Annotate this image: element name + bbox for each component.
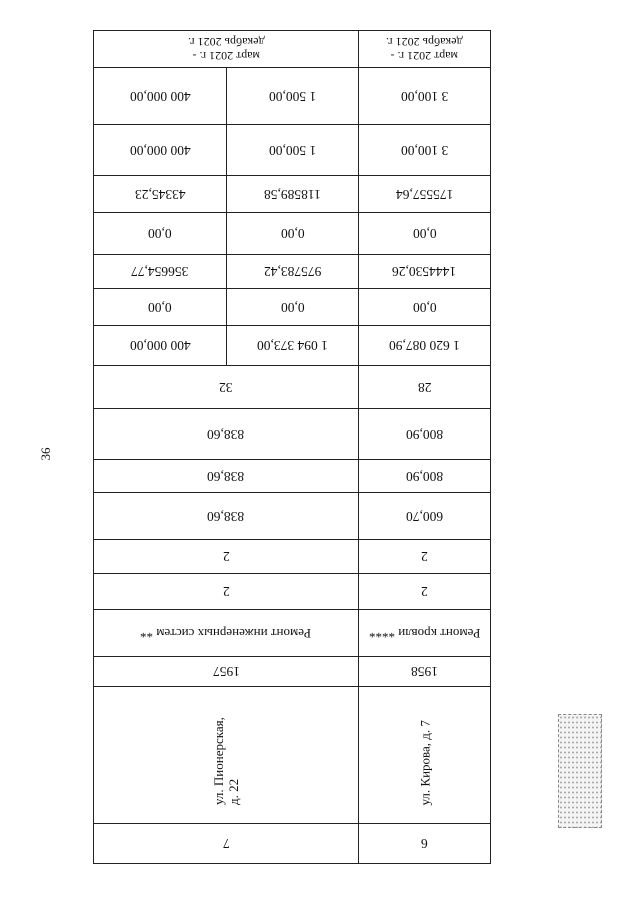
period-label: март 2021 г. - декабрь 2021 г. xyxy=(386,35,463,63)
table-row xyxy=(94,493,491,540)
address-cell: ул. Кирова, д. 7 xyxy=(417,719,432,805)
year-cell: 1957 xyxy=(212,664,240,679)
work-type-cell: Ремонт кровли **** xyxy=(368,625,481,641)
residents-cell: 28 xyxy=(417,379,432,395)
count-cell: 2 xyxy=(222,549,230,564)
address-cell: ул. Пионерская, д. 22 xyxy=(211,717,241,805)
amount-cell: 0,00 xyxy=(412,226,437,241)
amount-cell: 1 620 087,90 xyxy=(389,338,460,353)
table-row xyxy=(94,31,491,68)
amount-cell: 3 100,00 xyxy=(400,88,449,104)
year-cell: 1958 xyxy=(411,664,438,679)
table-row xyxy=(94,460,491,493)
table-row xyxy=(94,255,491,289)
table-row xyxy=(94,176,491,213)
table-row xyxy=(94,610,491,657)
capital-repair-table xyxy=(93,30,491,864)
amount-cell: 0,00 xyxy=(280,299,305,315)
table-row xyxy=(94,366,491,409)
amount-cell: 43345,23 xyxy=(134,186,186,202)
amount-cell: 400 000,00 xyxy=(129,88,191,104)
count-cell: 2 xyxy=(421,549,428,564)
archive-stamp xyxy=(558,714,602,828)
amount-cell: 356654,77 xyxy=(131,264,189,279)
area-cell: 838,60 xyxy=(207,426,245,442)
table-row xyxy=(94,213,491,255)
period-label: март 2021 г. - декабрь 2021 г. xyxy=(187,35,265,63)
amount-cell: 0,00 xyxy=(148,226,172,241)
table-row xyxy=(94,540,491,574)
table-row xyxy=(94,574,491,610)
row-number-cell: 7 xyxy=(222,836,230,851)
table-row xyxy=(94,68,491,125)
table-row xyxy=(94,687,491,824)
amount-cell: 1 500,00 xyxy=(268,88,317,104)
area-cell: 838,60 xyxy=(207,468,245,484)
amount-cell: 975783,42 xyxy=(263,264,322,279)
work-type-cell: Ремонт инженерных систем ** xyxy=(140,625,312,641)
residents-cell: 32 xyxy=(219,379,233,395)
table-row xyxy=(94,409,491,460)
amount-cell: 1444530,26 xyxy=(392,264,457,279)
amount-cell: 175557,64 xyxy=(395,186,454,202)
amount-cell: 400 000,00 xyxy=(129,338,191,353)
row-number-cell: 6 xyxy=(421,836,428,851)
area-cell: 800,90 xyxy=(405,468,444,484)
table-row xyxy=(94,125,491,176)
amount-cell: 0,00 xyxy=(280,226,305,241)
table-row xyxy=(94,824,491,864)
amount-cell: 3 100,00 xyxy=(400,142,449,158)
count-cell: 2 xyxy=(421,584,428,599)
count-cell: 2 xyxy=(222,584,230,599)
amount-cell: 118589,58 xyxy=(264,186,321,202)
area-cell: 600,70 xyxy=(405,508,444,524)
amount-cell: 0,00 xyxy=(412,299,437,315)
area-cell: 800,90 xyxy=(405,426,444,442)
table-row xyxy=(94,289,491,326)
page-number: 36 xyxy=(38,447,53,461)
amount-cell: 1 500,00 xyxy=(268,142,317,158)
area-cell: 838,60 xyxy=(207,508,245,524)
amount-cell: 1 094 373,00 xyxy=(257,338,328,353)
amount-cell: 0,00 xyxy=(148,299,172,315)
table-row xyxy=(94,326,491,366)
amount-cell: 400 000,00 xyxy=(129,142,191,158)
table-row xyxy=(94,657,491,687)
